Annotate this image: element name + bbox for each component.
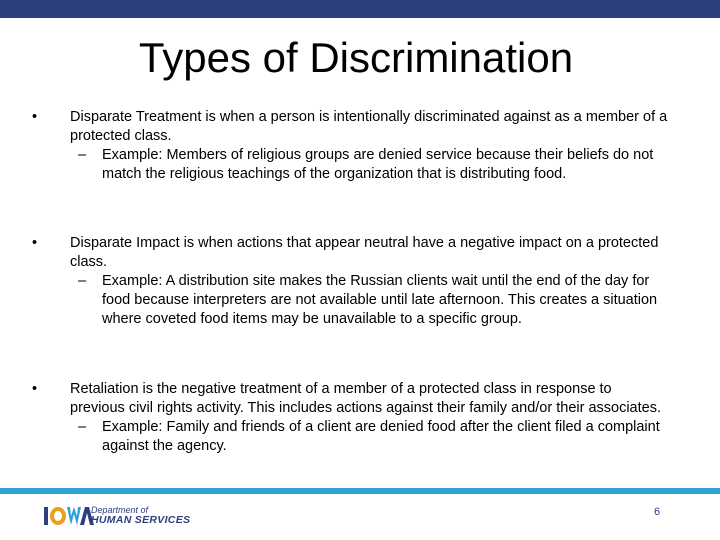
sub-bullet-marker: – <box>78 419 87 435</box>
sub-bullet-marker: – <box>78 273 87 289</box>
bullet-disparate-treatment <box>32 108 672 184</box>
sub-bullet <box>70 418 660 456</box>
bullet-marker: • <box>32 109 38 125</box>
sub-bullet <box>70 272 658 329</box>
logo-line-2: HUMAN SERVICES <box>91 514 191 526</box>
sub-bullet <box>70 146 654 184</box>
sub-bullet-text: Example: Family and friends of a client are denied food after the client filed a complaint against the agency. <box>102 419 660 454</box>
bullet-text: Retaliation is the negative treatment of a member of a protected class in response to previous civil rights activity. This includes actions against their family and/or their associates. <box>70 381 661 416</box>
bullet-text: Disparate Treatment is when a person is intentionally discriminated against as a member of a protected class. <box>70 109 668 144</box>
bullet-retaliation <box>32 380 672 456</box>
bullet-text: Disparate Impact is when actions that appear neutral have a negative impact on a protected class. <box>70 235 659 270</box>
sub-bullet-text: Example: A distribution site makes the Russian clients wait until the end of the day for food because interpreters are not available until late afternoon. This creates a situation where coveted food items may be unavailable to a specific group. <box>102 273 658 327</box>
sub-bullet-text: Example: Members of religious groups are denied service because their beliefs do not match the religious teachings of the organization that is distributing food. <box>102 147 654 182</box>
bottom-accent-bar <box>0 488 720 494</box>
department-logo-text <box>91 505 190 525</box>
bullet-disparate-impact <box>32 234 672 329</box>
top-accent-bar <box>0 0 720 18</box>
page-number: 6 <box>654 506 661 518</box>
slide-title: Types of Discrimination <box>138 34 574 81</box>
logo-line-1: Department of <box>91 505 149 515</box>
bullet-marker: • <box>32 235 38 251</box>
sub-bullet-marker: – <box>78 147 87 163</box>
bullet-marker: • <box>32 381 38 397</box>
